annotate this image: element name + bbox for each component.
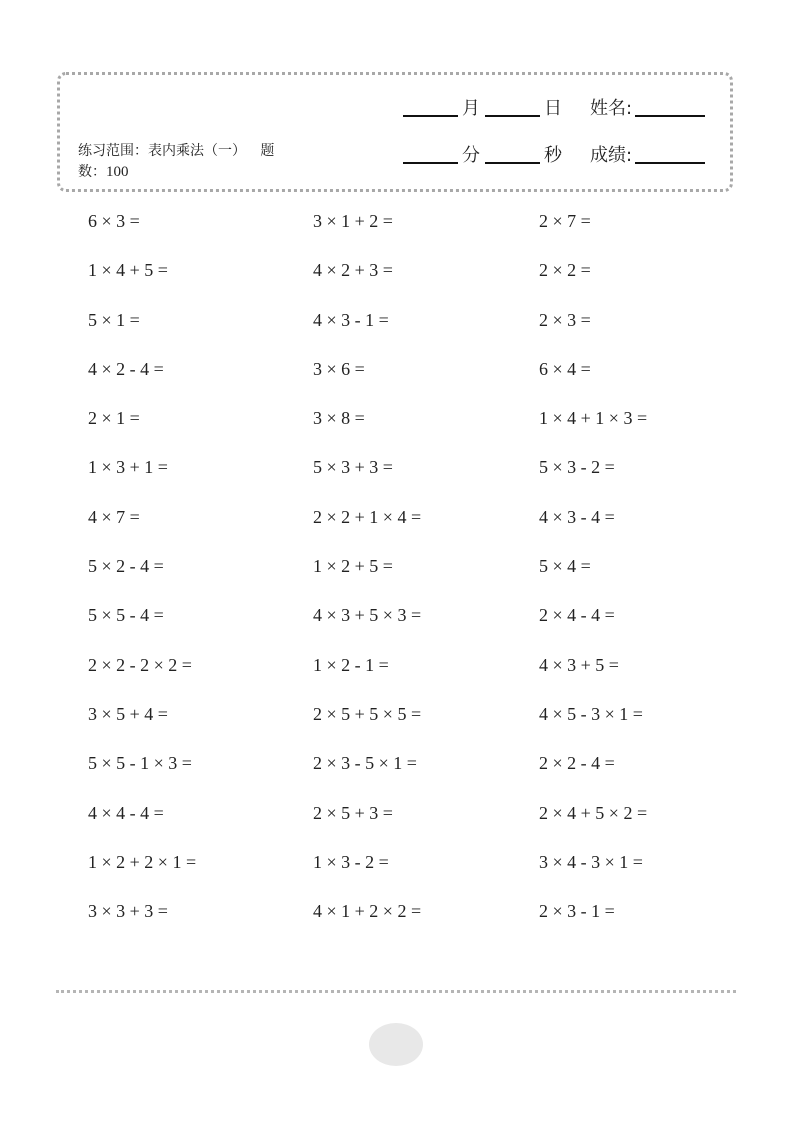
count-label-2: 数：: [78, 164, 106, 180]
count-label: 题: [260, 143, 275, 159]
problem: 2 × 4 - 4 =: [539, 605, 615, 626]
problem: 4 × 3 + 5 × 3 =: [313, 605, 422, 626]
date-name-row: [403, 97, 705, 121]
name-blank[interactable]: [635, 115, 705, 117]
problem: 4 × 4 - 4 =: [88, 802, 164, 823]
problem: 2 × 3 - 1 =: [539, 901, 615, 922]
problem-row: [88, 553, 738, 602]
problem-row: [88, 356, 738, 405]
page-number-badge: [369, 1023, 423, 1066]
month-label: 月: [462, 98, 480, 119]
problem: 4 × 7 =: [88, 506, 140, 527]
problem: 3 × 8 =: [313, 408, 365, 429]
problem: 5 × 5 - 1 × 3 =: [88, 753, 192, 774]
problem: 3 × 1 + 2 =: [313, 211, 393, 231]
problem-row: [88, 898, 738, 947]
problem: 4 × 2 - 4 =: [88, 358, 164, 379]
problem: 1 × 2 + 2 × 1 =: [88, 851, 197, 872]
problem: 4 × 5 - 3 × 1 =: [539, 703, 643, 724]
problem: 5 × 1 =: [88, 309, 140, 330]
problem: 4 × 3 + 5 =: [539, 654, 619, 675]
month-blank[interactable]: [403, 115, 458, 117]
problem: 2 × 5 + 5 × 5 =: [313, 703, 422, 724]
problem: 1 × 2 + 5 =: [313, 556, 393, 577]
practice-scope: [78, 140, 308, 182]
problem-row: [88, 454, 738, 503]
problem: 3 × 5 + 4 =: [88, 703, 168, 724]
score-blank[interactable]: [635, 162, 705, 164]
problem: 1 × 3 - 2 =: [313, 851, 389, 872]
problem: 1 × 3 + 1 =: [88, 457, 168, 478]
problem: 2 × 2 =: [539, 260, 591, 281]
problem: 2 × 2 + 1 × 4 =: [313, 506, 422, 527]
problem: 2 × 4 + 5 × 2 =: [539, 802, 648, 823]
problem-row: [88, 800, 738, 849]
problem-row: [88, 405, 738, 454]
problem-row: [88, 257, 738, 306]
problem: 6 × 3 =: [88, 211, 140, 231]
problem: 4 × 2 + 3 =: [313, 260, 393, 281]
problem: 2 × 3 =: [539, 309, 591, 330]
problem: 1 × 4 + 5 =: [88, 260, 168, 281]
second-label: 秒: [544, 145, 562, 166]
problem: 2 × 7 =: [539, 211, 591, 231]
problem-row: [88, 750, 738, 799]
minute-label: 分: [462, 145, 480, 166]
problem: 3 × 6 =: [313, 358, 365, 379]
problem: 3 × 4 - 3 × 1 =: [539, 851, 643, 872]
problem-row: [88, 602, 738, 651]
minute-blank[interactable]: [403, 162, 458, 164]
problem-count: 100: [106, 164, 129, 180]
problem: 4 × 3 - 4 =: [539, 506, 615, 527]
problem-row: [88, 652, 738, 701]
problem-row: [88, 208, 738, 257]
footer-dotted-divider: [56, 990, 736, 993]
problem: 3 × 3 + 3 =: [88, 901, 168, 922]
problem-row: [88, 504, 738, 553]
name-label: 姓名:: [590, 98, 633, 119]
problem: 5 × 2 - 4 =: [88, 556, 164, 577]
problem: 2 × 2 - 2 × 2 =: [88, 654, 192, 675]
problem-grid: [88, 208, 738, 947]
problem: 2 × 1 =: [88, 408, 140, 429]
problem: 1 × 2 - 1 =: [313, 654, 389, 675]
problem: 5 × 5 - 4 =: [88, 605, 164, 626]
problem: 5 × 3 + 3 =: [313, 457, 393, 478]
problem-row: [88, 307, 738, 356]
problem: 6 × 4 =: [539, 358, 591, 379]
problem: 5 × 4 =: [539, 556, 591, 577]
time-score-row: [403, 144, 705, 168]
scope-label: 练习范围：表内乘法（一）: [78, 143, 246, 159]
problem: 1 × 4 + 1 × 3 =: [539, 408, 648, 429]
second-blank[interactable]: [485, 162, 540, 164]
problem-row: [88, 849, 738, 898]
day-blank[interactable]: [485, 115, 540, 117]
problem: 2 × 5 + 3 =: [313, 802, 393, 823]
day-label: 日: [544, 98, 562, 119]
problem: 5 × 3 - 2 =: [539, 457, 615, 478]
problem: 2 × 2 - 4 =: [539, 753, 615, 774]
problem: 2 × 3 - 5 × 1 =: [313, 753, 417, 774]
score-label: 成绩:: [590, 145, 633, 166]
problem: 4 × 3 - 1 =: [313, 309, 389, 330]
problem: 4 × 1 + 2 × 2 =: [313, 901, 422, 922]
problem-row: [88, 701, 738, 750]
